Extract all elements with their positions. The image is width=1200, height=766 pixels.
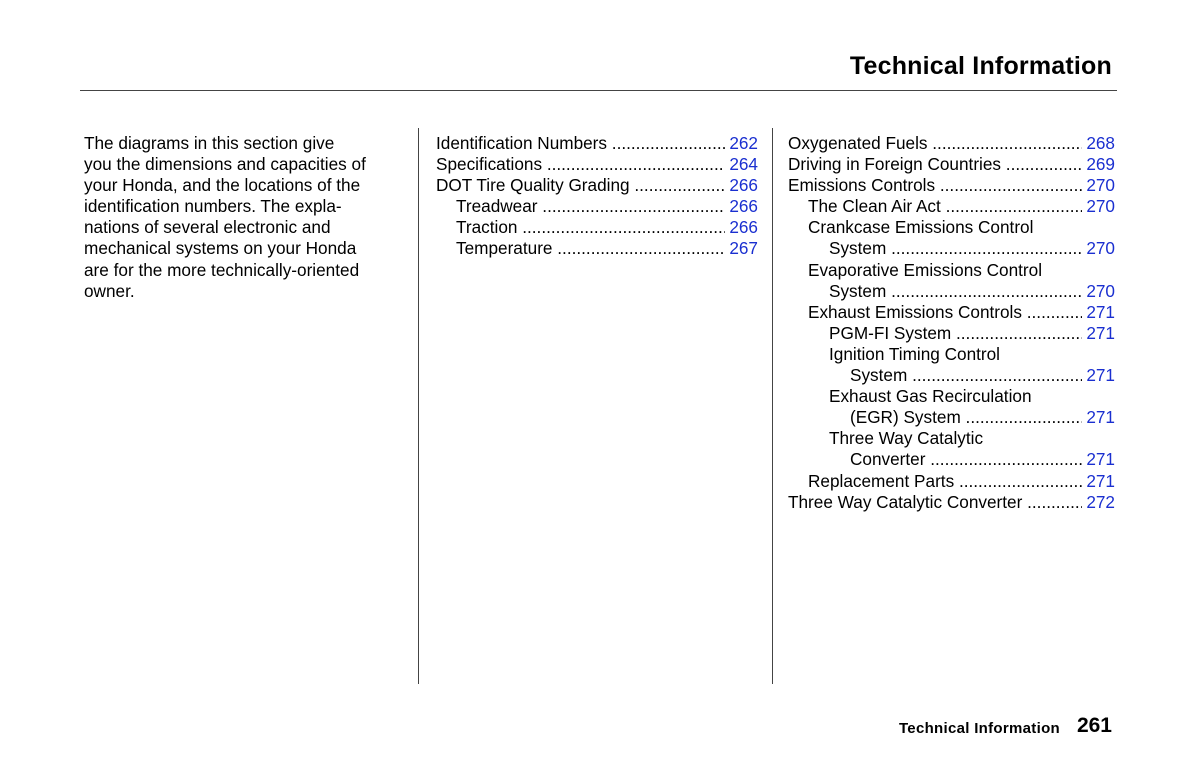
toc-entry-clean-air-act[interactable]: [788, 196, 1115, 217]
toc-label: Driving in Foreign Countries .....: [788, 154, 1082, 175]
toc-label: DOT Tire Quality Grading .....: [436, 175, 725, 196]
intro-line: are for the more technically-oriented: [84, 259, 360, 280]
toc-entry-specifications[interactable]: [436, 154, 758, 175]
toc-page-link[interactable]: 264: [729, 154, 758, 175]
page-number: 261: [1076, 714, 1112, 737]
toc-entry-dot-tire-quality-grading[interactable]: [436, 175, 758, 196]
toc-label: Identification Numbers .....: [436, 133, 725, 154]
toc-column-1: [436, 133, 758, 260]
toc-label: The Clean Air Act .....: [808, 196, 1082, 217]
column-divider-left: [418, 128, 419, 684]
toc-label: Emissions Controls .....: [788, 175, 1082, 196]
toc-page-link[interactable]: 270: [1086, 238, 1115, 259]
toc-entry-crankcase-system[interactable]: [788, 238, 1115, 259]
toc-entry-replacement-parts[interactable]: [788, 471, 1115, 492]
column-divider-right: [772, 128, 773, 684]
intro-line: your Honda, and the locations of the: [84, 175, 361, 196]
toc-entry-emissions-controls[interactable]: [788, 175, 1115, 196]
intro-line: identification numbers. The expla-: [84, 196, 342, 217]
toc-label: (EGR) System .....: [850, 407, 1082, 428]
toc-page-link[interactable]: 268: [1086, 133, 1115, 153]
toc-label: Treadwear .....: [456, 196, 725, 217]
toc-entry-treadwear[interactable]: [436, 196, 758, 217]
toc-entry-twc-heading: Three Way Catalytic: [829, 428, 984, 449]
page-title: Technical Information: [849, 52, 1112, 80]
toc-label: System .....: [829, 238, 1082, 259]
toc-entry-egr-system[interactable]: [788, 407, 1115, 428]
toc-entry-ignition-heading: Ignition Timing Control: [829, 343, 1001, 364]
toc-entry-driving-foreign-countries[interactable]: [788, 154, 1115, 175]
toc-entry-oxygenated-fuels[interactable]: [788, 133, 1115, 154]
toc-entry-crankcase-heading: Crankcase Emissions Control: [808, 217, 1034, 238]
toc-page-link[interactable]: 270: [1086, 196, 1115, 217]
toc-label: System .....: [850, 365, 1082, 386]
intro-line: nations of several electronic and: [84, 217, 331, 238]
toc-label: Three Way Catalytic Converter .....: [788, 492, 1082, 513]
toc-entry-twc-converter[interactable]: [788, 449, 1115, 470]
toc-entry-temperature[interactable]: [436, 238, 758, 259]
toc-page-link[interactable]: 266: [729, 196, 758, 217]
toc-page-link[interactable]: 271: [1086, 301, 1115, 322]
toc-page-link[interactable]: 271: [1086, 407, 1115, 428]
toc-page-link[interactable]: 270: [1086, 280, 1115, 301]
intro-paragraph: [84, 133, 409, 302]
toc-entry-egr-heading: Exhaust Gas Recirculation: [829, 386, 1032, 407]
toc-page-link[interactable]: 271: [1086, 470, 1115, 491]
toc-label: Specifications .....: [436, 154, 725, 175]
toc-page-link[interactable]: 269: [1086, 154, 1115, 175]
toc-entry-three-way-catalytic-converter[interactable]: [788, 492, 1115, 513]
toc-page-link[interactable]: 270: [1086, 175, 1115, 196]
toc-page-link[interactable]: 271: [1086, 365, 1115, 386]
toc-entry-exhaust-emissions-controls[interactable]: [788, 302, 1115, 323]
toc-page-link[interactable]: 262: [729, 133, 758, 153]
toc-label: System .....: [829, 281, 1082, 302]
intro-line: The diagrams in this section give: [84, 133, 335, 153]
toc-page-link[interactable]: 271: [1086, 449, 1115, 470]
toc-column-2: [788, 133, 1115, 513]
intro-line: mechanical systems on your Honda: [84, 238, 357, 259]
toc-entry-ignition-system[interactable]: [788, 365, 1115, 386]
intro-line: owner.: [84, 280, 135, 301]
toc-page-link[interactable]: 266: [729, 175, 758, 196]
footer-section-label: Technical Information: [898, 720, 1060, 737]
toc-entry-identification-numbers[interactable]: [436, 133, 758, 154]
toc-label: Traction .....: [456, 217, 725, 238]
toc-entry-traction[interactable]: [436, 217, 758, 238]
toc-page-link[interactable]: 267: [729, 238, 758, 259]
header-rule: [80, 90, 1117, 91]
toc-entry-evaporative-system[interactable]: [788, 281, 1115, 302]
intro-line: you the dimensions and capacities of: [84, 154, 366, 175]
toc-label: Exhaust Emissions Controls .....: [808, 302, 1082, 323]
toc-page-link[interactable]: 266: [729, 217, 758, 238]
toc-label: PGM-FI System .....: [829, 323, 1082, 344]
toc-page-link[interactable]: 272: [1086, 491, 1115, 512]
toc-label: Temperature .....: [456, 238, 725, 259]
toc-label: Replacement Parts .....: [808, 471, 1082, 492]
toc-entry-pgm-fi-system[interactable]: [788, 323, 1115, 344]
toc-page-link[interactable]: 271: [1086, 322, 1115, 343]
toc-label: Converter .....: [850, 449, 1082, 470]
toc-entry-evaporative-heading: Evaporative Emissions Control: [808, 259, 1043, 280]
toc-label: Oxygenated Fuels .....: [788, 133, 1082, 154]
